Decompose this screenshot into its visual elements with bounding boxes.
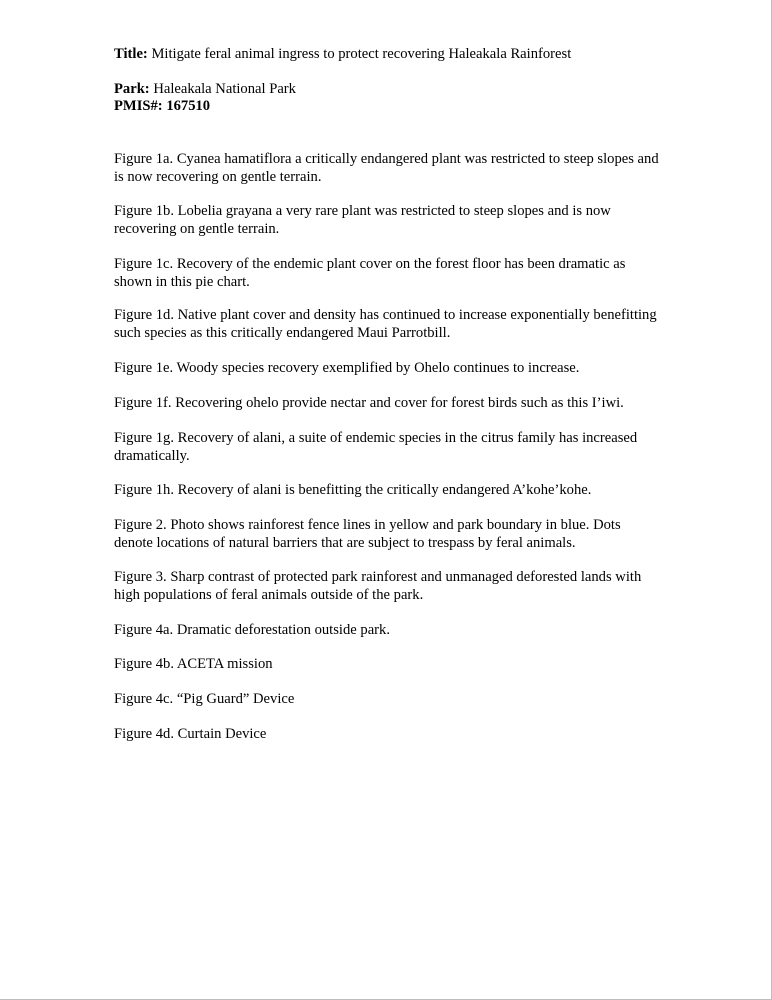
caption-fig-4b: Figure 4b. ACETA mission xyxy=(114,656,273,672)
caption-fig-1b: Figure 1b. Lobelia grayana a very rare plant was restricted to steep slopes and is now recovering on gentle terrain. xyxy=(114,203,611,237)
caption-fig-3: Figure 3. Sharp contrast of protected park rainforest and unmanaged deforested lands with high populations of feral animals outside of the park. xyxy=(114,569,642,603)
title-line xyxy=(114,46,571,64)
pmis-line xyxy=(114,98,210,116)
caption-fig-1d: Figure 1d. Native plant cover and density has continued to increase exponentially benefitting such species as this critically endangered Maui Parrotbill. xyxy=(114,307,657,341)
title-label: Title: xyxy=(114,46,148,62)
caption-fig-4c: Figure 4c. “Pig Guard” Device xyxy=(114,691,295,707)
caption-fig-1f: Figure 1f. Recovering ohelo provide nectar and cover for forest birds such as this I’iwi. xyxy=(114,395,624,411)
pmis-label: PMIS#: xyxy=(114,98,163,114)
caption-fig-2: Figure 2. Photo shows rainforest fence lines in yellow and park boundary in blue. Dots denote locations of natural barriers that are subject to trespass by feral animals. xyxy=(114,517,621,551)
caption-fig-1e: Figure 1e. Woody species recovery exemplified by Ohelo continues to increase. xyxy=(114,360,580,376)
caption-fig-1g: Figure 1g. Recovery of alani, a suite of endemic species in the citrus family has increased dramatically. xyxy=(114,430,638,464)
pmis-number: 167510 xyxy=(166,98,211,114)
park-line xyxy=(114,81,296,99)
caption-fig-1c: Figure 1c. Recovery of the endemic plant cover on the forest floor has been dramatic as shown in this pie chart. xyxy=(114,256,626,290)
caption-fig-1a: Figure 1a. Cyanea hamatiflora a critically endangered plant was restricted to steep slopes and is now recovering on gentle terrain. xyxy=(114,151,659,185)
park-name: Haleakala National Park xyxy=(153,81,296,97)
caption-fig-4d: Figure 4d. Curtain Device xyxy=(114,726,267,742)
park-label: Park: xyxy=(114,81,150,97)
document-title: Mitigate feral animal ingress to protect recovering Haleakala Rainforest xyxy=(151,46,572,62)
caption-fig-1h: Figure 1h. Recovery of alani is benefitting the critically endangered A’kohe’kohe. xyxy=(114,482,592,498)
caption-fig-4a: Figure 4a. Dramatic deforestation outside park. xyxy=(114,622,390,638)
